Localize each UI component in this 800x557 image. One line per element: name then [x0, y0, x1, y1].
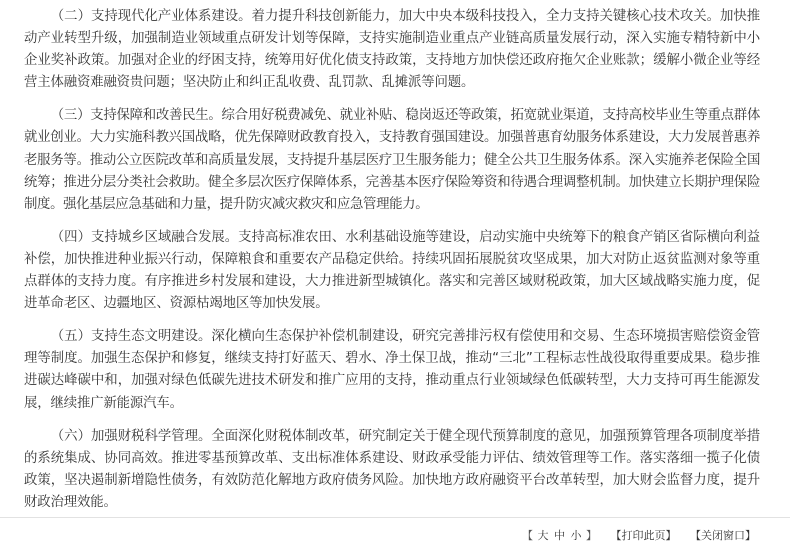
article-body: [24, 6, 760, 525]
paragraph-fiscal-management: （六）加强财税科学管理。全面深化财税体制改革，研究制定关于健全现代预算制度的意见，加强预算管理各项制度举措的系统集成、协同高效。推进零基预算改革、支出标准体系建设、财政承受能力评估、绩效管理等工作。落实落细一揽子化债政策，坚决遏制新增隐性债务，有效防范化解地方政府债务风险。加快地方政府融资平台改革转型，加大财会监督力度，提升财政治理效能。: [24, 428, 760, 510]
font-size-group: [522, 527, 597, 543]
close-group: [690, 527, 756, 543]
font-size-small-link[interactable]: 小: [570, 529, 582, 542]
print-page-link[interactable]: 【打印此页】: [610, 529, 677, 542]
paragraph-ecology: （五）支持生态文明建设。深化横向生态保护补偿机制建设，研究完善排污权有偿使用和交易、生态环境损害赔偿资金管理等制度。加强生态保护和修复，继续支持打好蓝天、碧水、净土保卫战，推动“三北”工程标志性战役取得重要成果。稳步推进碳达峰碳中和，加强对绿色低碳先进技术研发和推广应用的支持，推动重点行业领域绿色低碳转型，大力支持可再生能源发展，继续推广新能源汽车。: [24, 329, 760, 411]
bracket-open: 【: [522, 529, 533, 542]
bracket-close: 】: [586, 529, 597, 542]
article-toolbar: [0, 517, 790, 550]
font-size-large-link[interactable]: 大: [537, 529, 549, 542]
font-size-medium-link[interactable]: 中: [554, 529, 565, 542]
article-tools: [512, 527, 756, 543]
close-window-link[interactable]: 【关闭窗口】: [690, 529, 756, 542]
paragraph-industry: （二）支持现代化产业体系建设。着力提升科技创新能力，加大中央本级科技投入，全力支持关键核心技术攻关。加快推动产业转型升级，加强制造业领域重点研发计划等保障，支持实施制造业重点产业链高质量发展行动，深入实施专精特新中小企业奖补政策。加强对企业的纾困支持，统筹用好优化债支持政策，支持地方加快偿还政府拖欠企业账款；缓解小微企业等经营主体融资难融资贵问题；坚决防止和纠正乱收费、乱罚款、乱摊派等问题。: [24, 9, 760, 91]
paragraph-urban-rural: （四）支持城乡区域融合发展。支持高标准农田、水利基础设施等建设，启动实施中央统筹下的粮食产销区省际横向利益补偿，加快推进种业振兴行动，保障粮食和重要农产品稳定供给。持续巩固拓展脱贫攻坚成果，加大对防止返贫监测对象等重点群体的支持力度。有序推进乡村发展和建设，大力推进新型城镇化。落实和完善区域财税政策，加大区域战略实施力度，促进革命老区、边疆地区、资源枯竭地区等加快发展。: [24, 229, 760, 312]
print-group: [611, 527, 677, 543]
paragraph-livelihood: （三）支持保障和改善民生。综合用好税费减免、就业补贴、稳岗返还等政策，拓宽就业渠道，支持高校毕业生等重点群体就业创业。大力实施科教兴国战略，优先保障财政教育投入，支持教育强国建设。加强普惠育幼服务体系建设，大力发展普惠养老服务等。推动公立医院改革和高质量发展，支持提升基层医疗卫生服务能力；健全公共卫生服务体系。深入实施养老保险全国统筹；推进分层分类社会救助。健全多层次医疗保障体系，完善基本医疗保险筹资和待遇合理调整机制。加快建立长期护理保险制度。强化基层应急基础和力量，提升防灾减灾救灾和应急管理能力。: [24, 108, 760, 212]
